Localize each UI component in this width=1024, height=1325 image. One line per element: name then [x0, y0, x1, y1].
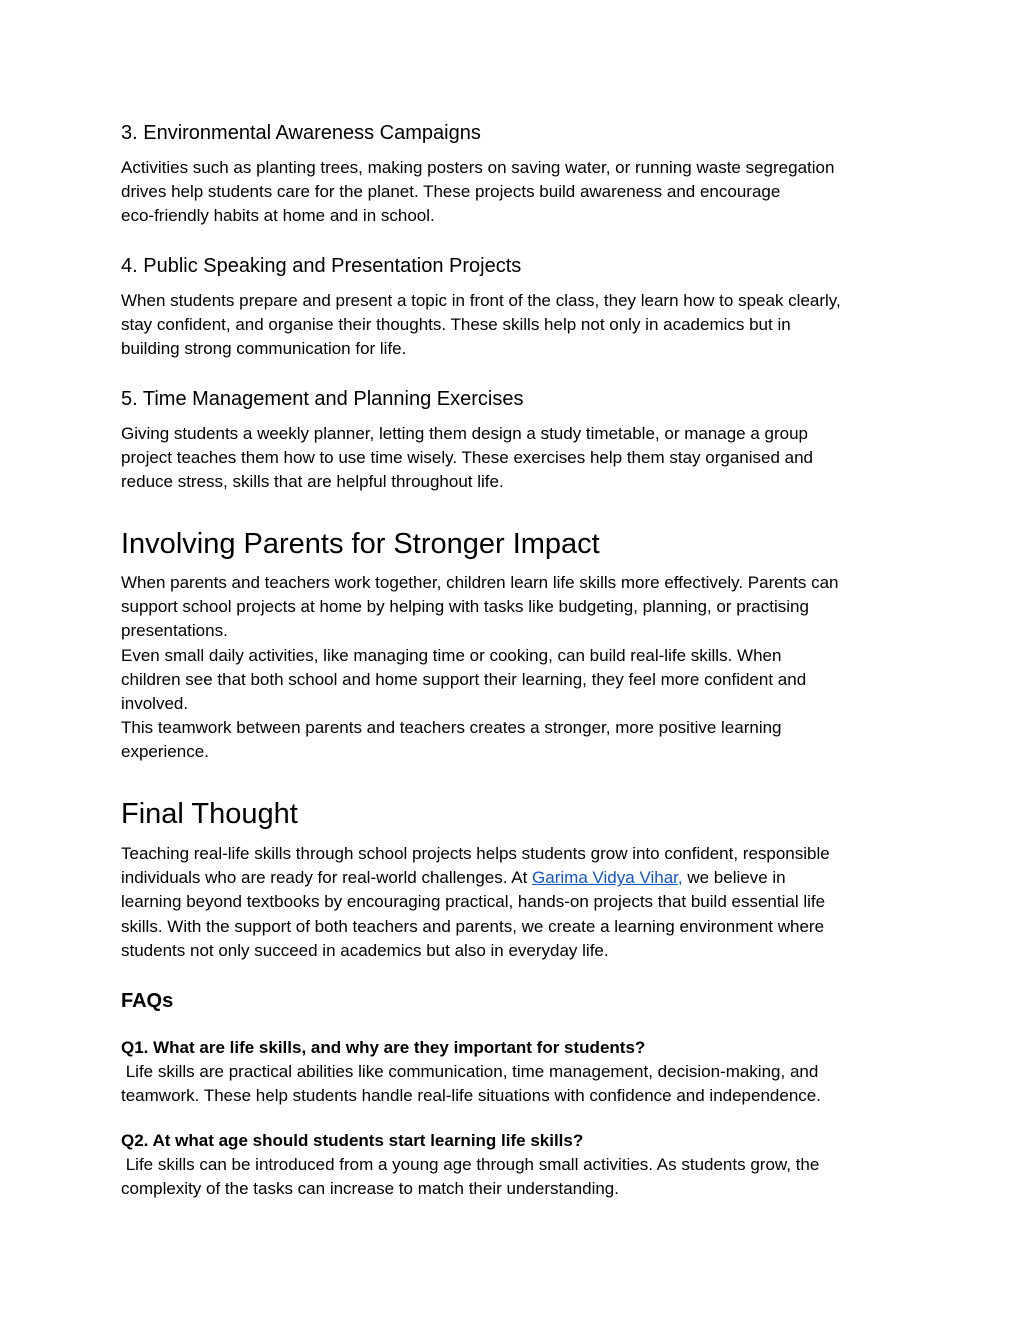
faq-answer	[121, 1153, 911, 1201]
body-line: project teaches them how to use time wisely. These exercises help them stay organised and	[121, 448, 814, 468]
body-line: skills. With the support of both teachers and parents, we create a learning environment where	[121, 916, 825, 936]
body-line: experience.	[121, 742, 209, 762]
body-line: presentations.	[121, 621, 228, 641]
section-body-time-management	[121, 422, 911, 495]
section-heading-time-management: 5. Time Management and Planning Exercises	[121, 388, 524, 410]
body-line: support school projects at home by helping with tasks like budgeting, planning, or practising	[121, 597, 809, 617]
garima-vidya-vihar-link[interactable]: Garima Vidya Vihar,	[532, 868, 683, 888]
section-body-public-speaking	[121, 289, 911, 362]
body-line: When parents and teachers work together, children learn life skills more effectively. Parents can	[121, 573, 839, 592]
body-line: This teamwork between parents and teachers creates a stronger, more positive learning	[121, 718, 782, 738]
body-line: Life skills can be introduced from a young age through small activities. As students grow, the	[121, 1155, 820, 1174]
body-line: learning beyond textbooks by encouraging practical, hands-on projects that build essential life	[121, 892, 826, 912]
body-text: we believe in	[682, 868, 786, 888]
faq-question: Q2. At what age should students start learning life skills?	[121, 1131, 584, 1150]
body-line: When students prepare and present a topic in front of the class, they learn how to speak clearly,	[121, 291, 841, 310]
body-line: stay confident, and organise their thoughts. These skills help not only in academics but in	[121, 315, 791, 335]
final-thought-body	[121, 842, 911, 963]
section-heading-public-speaking: 4. Public Speaking and Presentation Projects	[121, 255, 522, 277]
parents-body	[121, 571, 911, 765]
section-body-environmental	[121, 156, 911, 229]
heading-involving-parents: Involving Parents for Stronger Impact	[121, 528, 600, 560]
body-line: teamwork. These help students handle real-life situations with confidence and independence.	[121, 1086, 821, 1106]
heading-final-thought: Final Thought	[121, 798, 298, 830]
body-line: complexity of the tasks can increase to match their understanding.	[121, 1179, 619, 1199]
body-line: eco-friendly habits at home and in school.	[121, 206, 435, 226]
body-line: reduce stress, skills that are helpful throughout life.	[121, 472, 504, 492]
body-line: Activities such as planting trees, making posters on saving water, or running waste segregation	[121, 158, 835, 177]
body-line: children see that both school and home support their learning, they feel more confident and	[121, 669, 807, 689]
faq-question: Q1. What are life skills, and why are they important for students?	[121, 1038, 646, 1057]
body-line: drives help students care for the planet. These projects build awareness and encourage	[121, 182, 781, 202]
body-line: involved.	[121, 694, 189, 714]
body-line-with-link	[121, 866, 911, 890]
section-heading-environmental: 3. Environmental Awareness Campaigns	[121, 122, 481, 144]
body-line: building strong communication for life.	[121, 339, 407, 359]
body-text: individuals who are ready for real-world challenges. At	[121, 868, 533, 888]
faq-answer	[121, 1060, 911, 1108]
body-line: Giving students a weekly planner, letting them design a study timetable, or manage a group	[121, 424, 809, 443]
body-line: Even small daily activities, like managing time or cooking, can build real-life skills. When	[121, 645, 782, 665]
body-line: Teaching real-life skills through school projects helps students grow into confident, responsible	[121, 844, 830, 863]
faqs-heading: FAQs	[121, 990, 174, 1012]
body-line: students not only succeed in academics but also in everyday life.	[121, 940, 609, 960]
body-line: Life skills are practical abilities like communication, time management, decision-making, and	[121, 1062, 819, 1081]
